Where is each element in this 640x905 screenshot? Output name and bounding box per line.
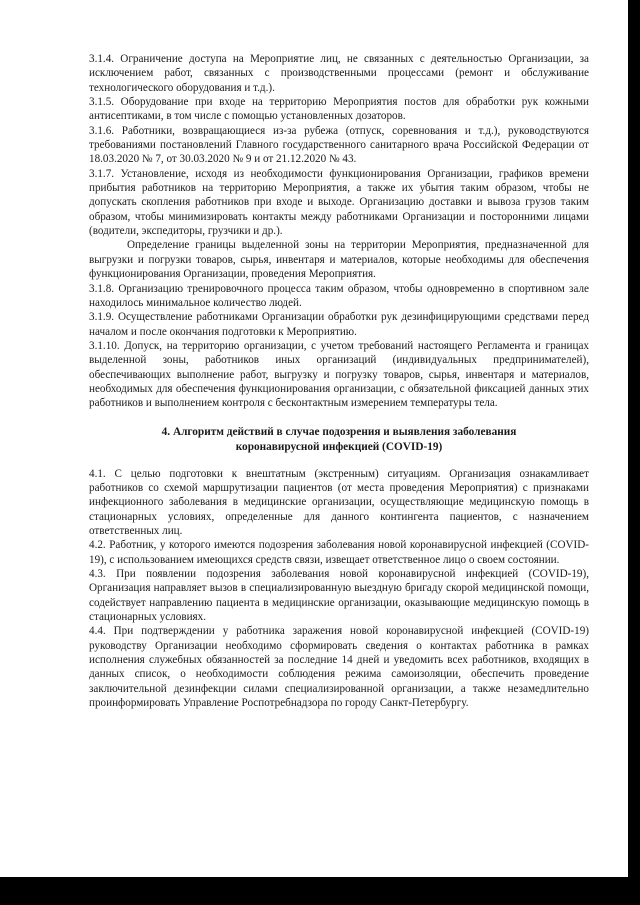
- paragraph-3-1-4: 3.1.4. Ограничение доступа на Мероприятие лиц, не связанных с деятельностью Организации, за исключением работ, связанных с производственными процессами (ремонт и обслуживание технологического оборудования и т.д.).: [89, 53, 589, 94]
- paragraph-4-1: 4.1. С целью подготовки к внештатным (экстренным) ситуациям. Организация ознакамливает работников со схемой маршрутизации пациентов (от места проведения Мероприятия) с признаками инфекционного заболевания в медицинские организации, осуществляющие медицинскую помощь в стационарных условиях, определенные для данного контингента пациентов, с назначением ответственных лиц.: [89, 467, 589, 537]
- paragraph-4-4: 4.4. При подтверждении у работника заражения новой коронавирусной инфекцией (COVID-19) руководству Организации необходимо сформировать сведения о контактах работника в рамках исполнения служебных обязанностей за последние 14 дней и уведомить всех работников, входящих в данных список, о необходимости соблюдения режима самоизоляции, обеспечить проведение заключительной дезинфекции силами специализированной организации, а также незамедлительно проинформировать Управление Роспотребнадзора по городу Санкт-Петербургу.: [89, 625, 589, 710]
- paragraph-3-1-6: 3.1.6. Работники, возвращающиеся из-за рубежа (отпуск, соревнования и т.д.), руководствуются требованиями постановлений Главного государственного санитарного врача Российской Федерации от 18.03.2020 № 7, от 30.03.2020 № 9 и от 21.12.2020 № 43.: [89, 124, 589, 166]
- paragraph-3-1-7: 3.1.7. Установление, исходя из необходимости функционирования Организации, графиков времени прибытия работников на территорию Мероприятия, а также их убытия таким образом, чтобы не допускать скопления работников при входе и выходе. Организацию доставки и вывоза грузов таким образом, чтобы минимизировать контакты между работниками Организации и посторонними лицами (водители, экспедиторы, грузчики и др.).: [89, 167, 589, 238]
- section-4-heading: [89, 425, 589, 455]
- paragraph-3-1-8: 3.1.8. Организацию тренировочного процесса таким образом, чтобы одновременно в спортивном зале находилось минимальное количество людей.: [89, 282, 589, 309]
- section-4-heading-line1: 4. Алгоритм действий в случае подозрения и выявления заболевания: [161, 425, 517, 438]
- paragraph-3-1-9: 3.1.9. Осуществление работниками Организации обработки рук дезинфицирующими средствами перед началом и после окончания подготовки к Мероприятию.: [89, 311, 589, 338]
- paragraph-4-3: 4.3. При появлении подозрения заболевания новой коронавирусной инфекцией (COVID-19), Организация направляет вызов в специализированную выездную бригаду скорой медицинской помощи, содействует направлению пациента в медицинские организации, оказывающие медицинскую помощь в стационарных условиях.: [89, 568, 589, 624]
- section-4-heading-line2: коронавирусной инфекцией (COVID-19): [235, 440, 443, 453]
- paragraph-4-2: 4.2. Работник, у которого имеются подозрения заболевания новой коронавирусной инфекцией (COVID-19), с использованием имеющихся средств связи, извещает ответственное лицо о своем состоянии.: [89, 539, 589, 566]
- paragraph-3-1-10: 3.1.10. Допуск, на территорию организации, с учетом требований настоящего Регламента и границах выделенной зоны, работников иных организаций (индивидуальных предпринимателей), обеспечивающих выполнение работ, выгрузку и погрузку товаров, сырья, инвентаря и материалов, необходимых для обеспечения функционирования организации, с обязательной фиксацией данных этих работников и выполнением контроля с бесконтактным измерением температуры тела.: [89, 339, 589, 410]
- paragraph-zone-border: Определение границы выделенной зоны на территории Мероприятия, предназначенной для выгрузки и погрузки товаров, сырья, инвентаря и материалов, которые необходимы для обеспечения функционирования Организации, проведения Мероприятия.: [89, 239, 589, 281]
- document-body: [89, 52, 589, 710]
- paragraph-3-1-5: 3.1.5. Оборудование при входе на территорию Мероприятия постов для обработки рук кожными антисептиками, в том числе с помощью установленных дозаторов.: [89, 96, 589, 123]
